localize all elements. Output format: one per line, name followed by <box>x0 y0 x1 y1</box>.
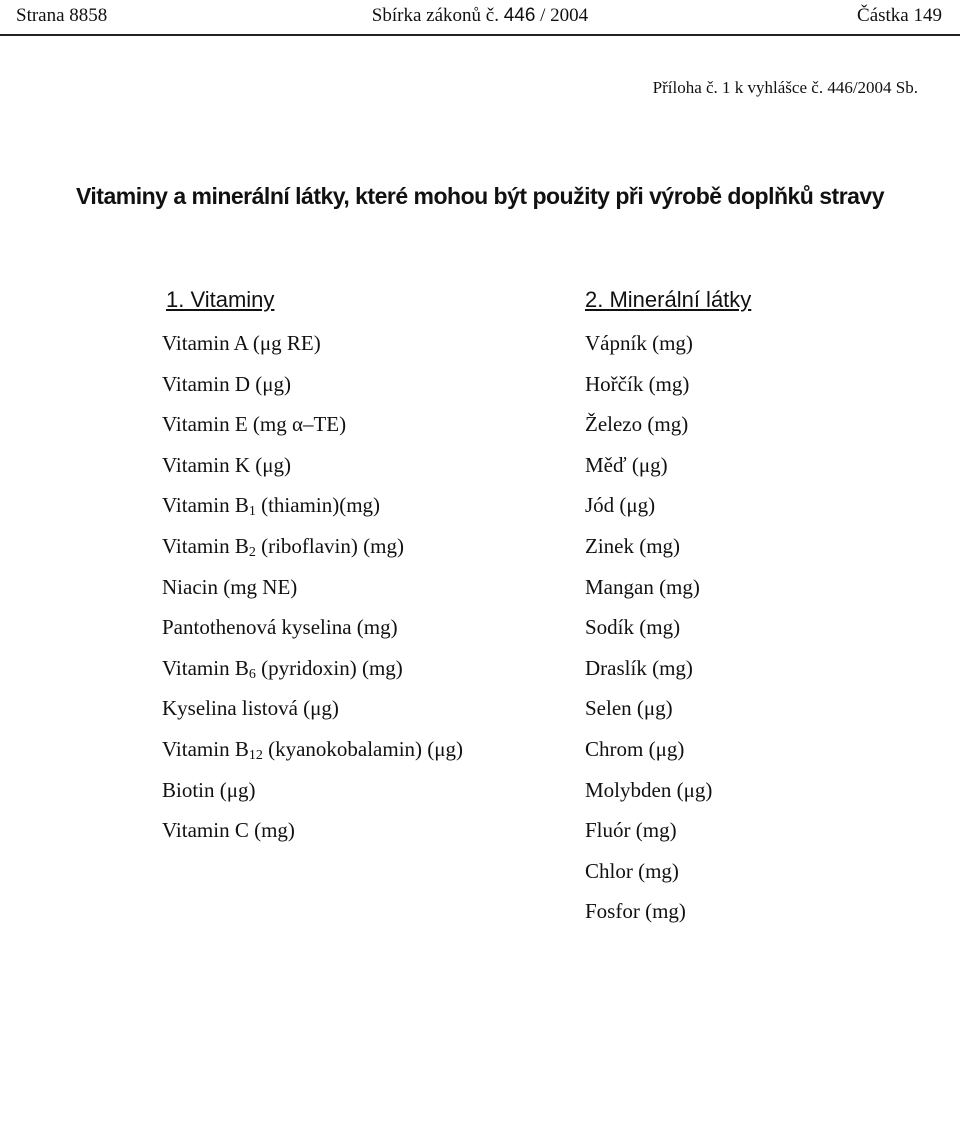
vitamin-item: Vitamin E (mg α–TE) <box>162 412 347 437</box>
vitamin-item: Biotin (μg) <box>162 777 256 802</box>
mineral-item: Mangan (mg) <box>585 574 700 599</box>
mineral-item: Fosfor (mg) <box>585 899 686 924</box>
minerals-column <box>585 287 751 932</box>
vitamin-item-detail: (kyanokobalamin) (μg) <box>262 736 464 761</box>
vitamins-list <box>162 323 463 851</box>
annex-label: Příloha č. 1 k vyhlášce č. 446/2004 Sb. <box>652 78 918 97</box>
vitamin-item-subscript: 1 <box>248 504 256 520</box>
mineral-item: Selen (μg) <box>585 696 673 721</box>
page-number: Strana 8858 <box>16 5 108 26</box>
mineral-item: Vápník (mg) <box>585 331 693 355</box>
page-header <box>0 0 960 36</box>
vitamin-item-subscript: 2 <box>248 544 256 560</box>
vitamin-item: Pantothenová kyselina (mg) <box>162 615 398 640</box>
vitamin-item: Vitamin D (μg) <box>162 371 291 396</box>
vitamin-item <box>162 526 463 567</box>
vitamins-heading: 1. Vitaminy <box>166 287 275 312</box>
collection-year: / 2004 <box>540 5 589 26</box>
vitamin-item: Vitamin K (μg) <box>162 452 291 477</box>
vitamin-item: Vitamin A (μg RE) <box>162 331 321 355</box>
collection-prefix: Sbírka zákonů č. <box>371 5 499 26</box>
vitamin-item-name: Vitamin B <box>162 736 249 761</box>
mineral-item: Draslík (mg) <box>585 655 693 680</box>
mineral-item: Zinek (mg) <box>585 533 681 558</box>
vitamin-item-name: Vitamin B <box>162 533 249 558</box>
vitamin-item-name: Vitamin B <box>162 655 249 680</box>
vitamin-item: Niacin (mg NE) <box>162 574 298 599</box>
mineral-item: Molybden (μg) <box>585 777 713 802</box>
vitamin-item <box>162 485 463 526</box>
mineral-item: Fluór (mg) <box>585 818 677 843</box>
mineral-item: Měď (μg) <box>585 452 668 477</box>
vitamin-item-detail: (riboflavin) (mg) <box>255 533 404 558</box>
vitamin-item-detail: (pyridoxin) (mg) <box>255 655 403 680</box>
vitamin-item-name: Vitamin B <box>162 493 249 518</box>
vitamin-item <box>162 648 463 689</box>
part-number: Částka 149 <box>857 5 942 26</box>
collection-reference <box>0 5 960 27</box>
vitamin-item-subscript: 6 <box>248 666 256 682</box>
vitamin-item <box>162 729 463 770</box>
mineral-item: Hořčík (mg) <box>585 371 690 396</box>
vitamins-column <box>162 287 463 851</box>
mineral-item: Chlor (mg) <box>585 858 679 883</box>
vitamin-item-subscript: 12 <box>248 747 263 763</box>
mineral-item: Železo (mg) <box>585 412 689 437</box>
vitamin-item: Vitamin C (mg) <box>162 818 295 843</box>
collection-number: 446 <box>503 5 536 26</box>
vitamin-item-detail: (thiamin)(mg) <box>255 493 381 518</box>
vitamin-item: Kyselina listová (μg) <box>162 696 339 721</box>
mineral-item: Sodík (mg) <box>585 615 681 640</box>
minerals-list <box>585 323 751 932</box>
minerals-heading: 2. Minerální látky <box>585 287 752 312</box>
mineral-item: Jód (μg) <box>585 493 656 518</box>
document-title: Vitaminy a minerální látky, které mohou být použity při výrobě doplňků stravy <box>75 183 885 209</box>
mineral-item: Chrom (μg) <box>585 736 685 761</box>
